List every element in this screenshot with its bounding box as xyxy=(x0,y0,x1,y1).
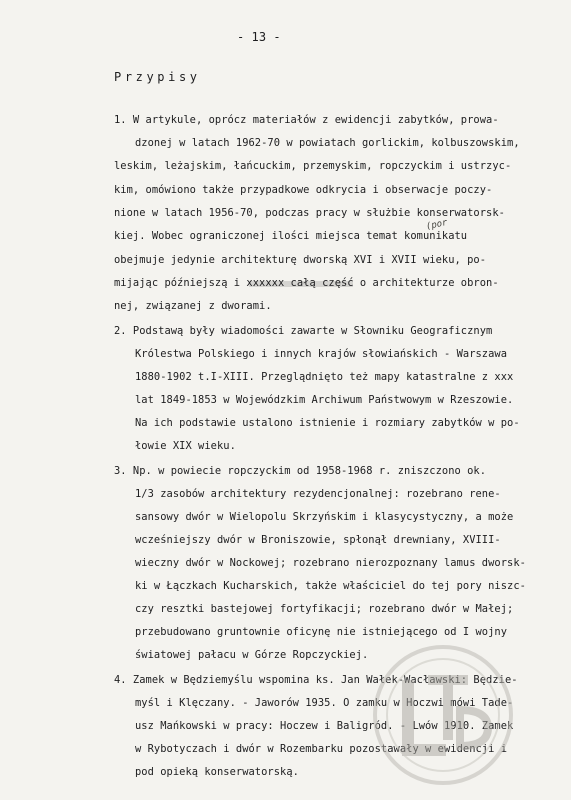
section-heading: Przypisy xyxy=(114,70,201,84)
footnote-4-line-3: usz Mańkowski w pracy: Hoczew i Baligród. - Lwów 1910. Zamek xyxy=(135,720,514,732)
strikeout-mark xyxy=(249,279,353,289)
footnote-3-line-6: ki w Łączkach Kucharskich, także właściciel do tej pory niszc- xyxy=(135,580,526,592)
footnote-1-line-4: kim, omówiono także przypadkowe odkrycia i obserwacje poczy- xyxy=(114,184,493,196)
footnote-4-line-4: w Rybotyczach i dwór w Rozembarku pozostawały w ewidencji i xyxy=(135,743,508,755)
footnote-2-line-5: Na ich podstawie ustalono istnienie i rozmiary zabytków w po- xyxy=(135,417,520,429)
footnote-3-line-7: czy resztki bastejowej fortyfikacji; rozebrano dwór w Małej; xyxy=(135,603,514,615)
footnote-1-line-9: nej, związanej z dworami. xyxy=(114,300,272,312)
footnote-3-line-1: 3. Np. w powiecie ropczyckim od 1958-1968 r. zniszczono ok. xyxy=(114,465,487,477)
footnote-3-line-2: 1/3 zasobów architektury rezydencjonalnej: rozebrano rene- xyxy=(135,488,501,500)
footnote-3-line-3: sansowy dwór w Wielopolu Skrzyńskim i klasycystyczny, a może xyxy=(135,511,514,523)
footnote-1-line-2: dzonej w latach 1962-70 w powiatach gorlickim, kolbuszowskim, xyxy=(135,137,520,149)
footnote-4-line-1: 4. Zamek w Będziemyślu wspomina ks. Jan Wałek-Wacławski: Będzie- xyxy=(114,674,518,686)
footnote-3-line-5: wieczny dwór w Nockowej; rozebrano nierozpoznany lamus dworsk- xyxy=(135,557,526,569)
footnote-4-line-5: pod opieką konserwatorską. xyxy=(135,766,299,778)
footnote-2-line-6: łowie XIX wieku. xyxy=(135,440,236,452)
footnote-1-line-6: kiej. Wobec ograniczonej ilości miejsca temat komunikatu xyxy=(114,230,468,242)
footnote-1-line-3: leskim, leżajskim, łańcuckim, przemyskim, ropczyckim i ustrzyc- xyxy=(114,160,512,172)
footnote-2-line-3: 1880-1902 t.I-XIII. Przeglądnięto też mapy katastralne z xxx xyxy=(135,371,514,383)
footnote-1-line-1: 1. W artykule, oprócz materiałów z ewidencji zabytków, prowa- xyxy=(114,114,499,126)
footnote-3-line-4: wcześniejszy dwór w Broniszowie, spłonął drewniany, XVIII- xyxy=(135,534,501,546)
footnote-3-line-8: przebudowano gruntownie oficynę nie istniejącego od I wojny xyxy=(135,626,508,638)
footnote-2-line-4: lat 1849-1853 w Wojewódzkim Archiwum Państwowym w Rzeszowie. xyxy=(135,394,514,406)
footnote-1-line-8: mijając późniejszą i xxxxxx całą część o architekturze obron- xyxy=(114,277,499,289)
footnote-3-line-9: światowej pałacu w Górze Ropczyckiej. xyxy=(135,649,369,661)
pencil-margin-note: (por xyxy=(425,217,449,233)
footnote-1-line-7: obejmuje jedynie architekturę dworską XVI i XVII wieku, po- xyxy=(114,254,487,266)
footnote-4-line-2: myśl i Klęczany. - Jaworów 1935. O zamku w Hoczwi mówi Tade- xyxy=(135,697,514,709)
footnote-2-line-2: Królestwa Polskiego i innych krajów słowiańskich - Warszawa xyxy=(135,348,508,360)
watermark-stamp xyxy=(368,640,518,790)
footnote-1-line-5: nione w latach 1956-70, podczas pracy w służbie konserwatorsk- xyxy=(114,207,505,219)
page-number: - 13 - xyxy=(237,30,281,44)
footnote-2-line-1: 2. Podstawą były wiadomości zawarte w Słowniku Geograficznym xyxy=(114,325,493,337)
